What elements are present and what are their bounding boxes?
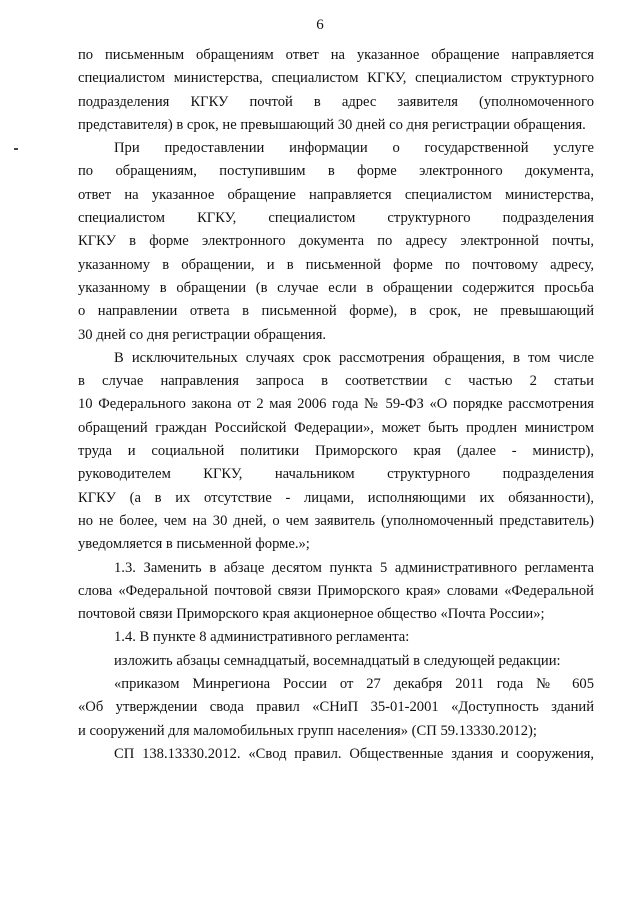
text-line: по письменным обращениям ответ на указанное обращение направляется: [78, 47, 594, 63]
text-line: 1.3. Заменить в абзаце десятом пункта 5 административного регламента: [114, 559, 594, 576]
text-line: КГКУ (а в их отсутствие - лицами, исполняющими их обязанности),: [78, 489, 594, 506]
text-line: по обращениям, поступившим в форме электронного документа,: [78, 163, 594, 180]
text-line: но не более, чем на 30 дней, о чем заявитель (уполномоченный представитель): [78, 512, 594, 529]
paragraph-item-1-4: [78, 626, 594, 649]
paragraph-extension: [78, 347, 594, 557]
paragraph-item-1-3: [78, 557, 594, 627]
text-line: 1.4. В пункте 8 административного регламента:: [114, 629, 410, 646]
text-line: СП 138.13330.2012. «Свод правил. Общественные здания и сооружения,: [114, 745, 594, 762]
text-line: о направлении ответа в письменной форме), в срок, не превышающий: [78, 303, 594, 320]
margin-mark: [14, 148, 18, 150]
text-line: уведомляется в письменной форме.»;: [78, 536, 310, 553]
text-line: представителя) в срок, не превышающий 30 дней со дня регистрации обращения.: [78, 116, 586, 133]
text-line: руководителем КГКУ, начальником структурного подразделения: [78, 466, 594, 483]
paragraph-written-reply: [78, 44, 594, 137]
text-line: специалистом КГКУ, специалистом структурного подразделения: [78, 210, 594, 227]
text-line: В исключительных случаях срок рассмотрения обращения, в том числе: [114, 349, 594, 366]
paragraph-order-minregion: [78, 673, 594, 743]
text-line: «приказом Минрегиона России от 27 декабря 2011 года № 605: [114, 676, 594, 693]
text-line: ответ на указанное обращение направляется специалистом министерства,: [78, 186, 594, 203]
text-line: слова «Федеральной почтовой связи Приморского края» словами «Федеральной: [78, 582, 594, 599]
paragraph-item-1-4-instruction: [78, 650, 594, 673]
text-line: изложить абзацы семнадцатый, восемнадцатый в следующей редакции:: [114, 652, 561, 669]
text-line: подразделения КГКУ почтой в адрес заявителя (уполномоченного: [78, 93, 594, 110]
text-line: обращений граждан Российской Федерации», может быть продлен министром: [78, 419, 594, 436]
text-line: указанному в обращении (в случае если в обращении содержится просьба: [78, 279, 594, 296]
text-line: КГКУ в форме электронного документа по адресу электронной почты,: [78, 233, 594, 250]
text-line: При предоставлении информации о государственной услуге: [114, 140, 594, 157]
document-body: [78, 44, 594, 766]
text-line: «Об утверждении свода правил «СНиП 35-01-2001 «Доступность зданий: [78, 699, 594, 716]
text-line: 10 Федерального закона от 2 мая 2006 года № 59-ФЗ «О порядке рассмотрения: [78, 396, 594, 413]
page-number: 6: [316, 17, 324, 33]
text-line: в случае направления запроса в соответствии с частью 2 статьи: [78, 373, 594, 390]
paragraph-electronic-reply: [78, 137, 594, 347]
text-line: и сооружений для маломобильных групп населения» (СП 59.13330.2012);: [78, 722, 537, 739]
text-line: почтовой связи Приморского края акционерное общество «Почта России»;: [78, 606, 545, 623]
paragraph-sp-138: [78, 743, 594, 766]
text-line: 30 дней со дня регистрации обращения.: [78, 326, 327, 343]
text-line: труда и социальной политики Приморского края (далее - министр),: [78, 443, 594, 460]
text-line: указанному в обращении, и в письменной форме по почтовому адресу,: [78, 256, 594, 273]
text-line: специалистом министерства, специалистом КГКУ, специалистом структурного: [78, 70, 594, 87]
